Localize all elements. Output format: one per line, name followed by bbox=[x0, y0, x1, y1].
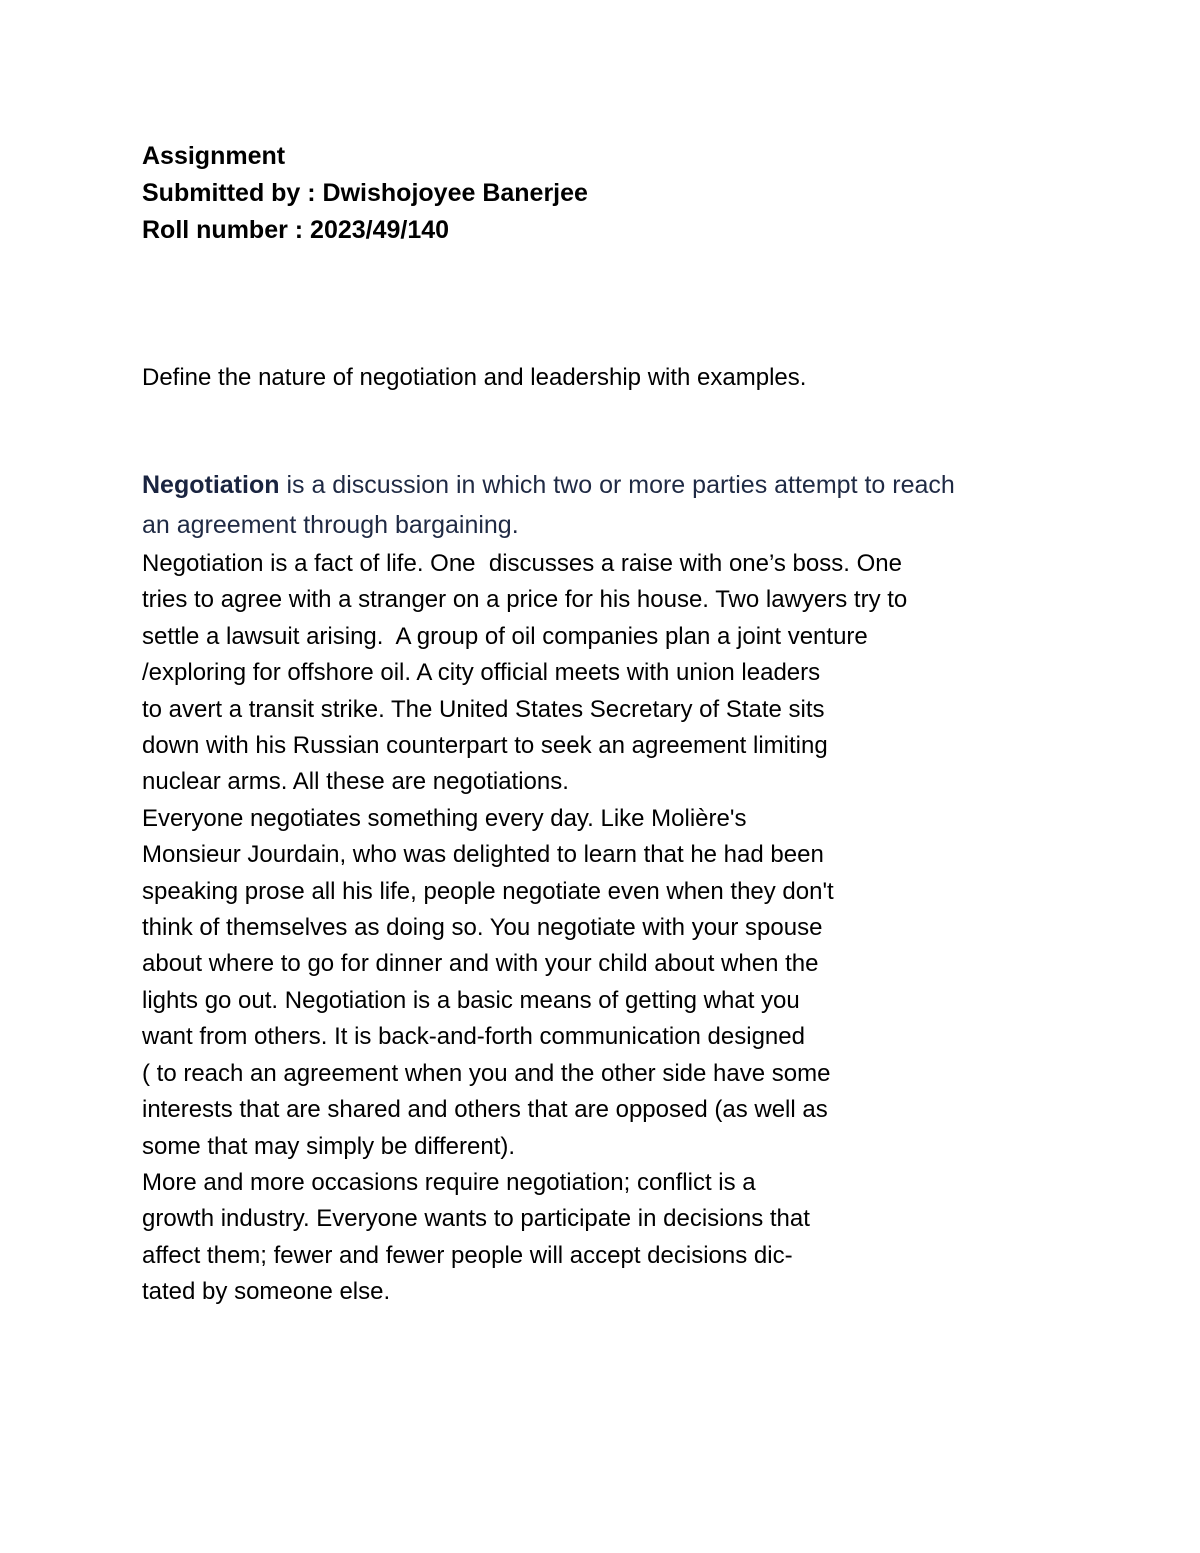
body-line: settle a lawsuit arising. A group of oil companies plan a joint venture bbox=[142, 622, 868, 650]
definition-term: Negotiation bbox=[142, 471, 280, 499]
roll-number: Roll number : 2023/49/140 bbox=[142, 216, 450, 244]
body-line: /exploring for offshore oil. A city official meets with union leaders bbox=[142, 659, 821, 687]
body-line: think of themselves as doing so. You negotiate with your spouse bbox=[142, 914, 823, 942]
body-line: affect them; fewer and fewer people will accept decisions dic- bbox=[142, 1241, 793, 1269]
body-line: nuclear arms. All these are negotiations. bbox=[142, 768, 569, 796]
body-line: lights go out. Negotiation is a basic means of getting what you bbox=[142, 986, 800, 1014]
document-header bbox=[142, 138, 588, 249]
definition-line-2: an agreement through bargaining. bbox=[142, 511, 519, 539]
question-text: Define the nature of negotiation and leadership with examples. bbox=[142, 364, 807, 391]
definition-line-1: is a discussion in which two or more parties attempt to reach bbox=[279, 471, 955, 499]
submitted-by: Submitted by : Dwishojoyee Banerjee bbox=[142, 179, 588, 207]
body-line: down with his Russian counterpart to seek an agreement limiting bbox=[142, 732, 828, 760]
body-line: tries to agree with a stranger on a price for his house. Two lawyers try to bbox=[142, 586, 908, 614]
body-line: to avert a transit strike. The United States Secretary of State sits bbox=[142, 695, 825, 723]
body-line: Monsieur Jourdain, who was delighted to learn that he had been bbox=[142, 841, 824, 869]
document-title: Assignment bbox=[142, 142, 286, 170]
negotiation-definition bbox=[142, 465, 1062, 545]
body-line: about where to go for dinner and with your child about when the bbox=[142, 950, 819, 978]
body-line: speaking prose all his life, people negotiate even when they don't bbox=[142, 877, 834, 905]
body-line: some that may simply be different). bbox=[142, 1132, 516, 1160]
body-line: tated by someone else. bbox=[142, 1278, 391, 1306]
body-line: Negotiation is a fact of life. One discusses a raise with one’s boss. One bbox=[142, 550, 902, 577]
body-line: growth industry. Everyone wants to participate in decisions that bbox=[142, 1205, 810, 1233]
body-paragraphs bbox=[142, 546, 907, 1311]
body-line: More and more occasions require negotiation; conflict is a bbox=[142, 1168, 756, 1196]
body-line: interests that are shared and others that are opposed (as well as bbox=[142, 1096, 828, 1124]
body-line: want from others. It is back-and-forth communication designed bbox=[142, 1023, 805, 1051]
body-line: Everyone negotiates something every day. Like Molière's bbox=[142, 804, 747, 832]
body-line: ( to reach an agreement when you and the other side have some bbox=[142, 1059, 831, 1087]
